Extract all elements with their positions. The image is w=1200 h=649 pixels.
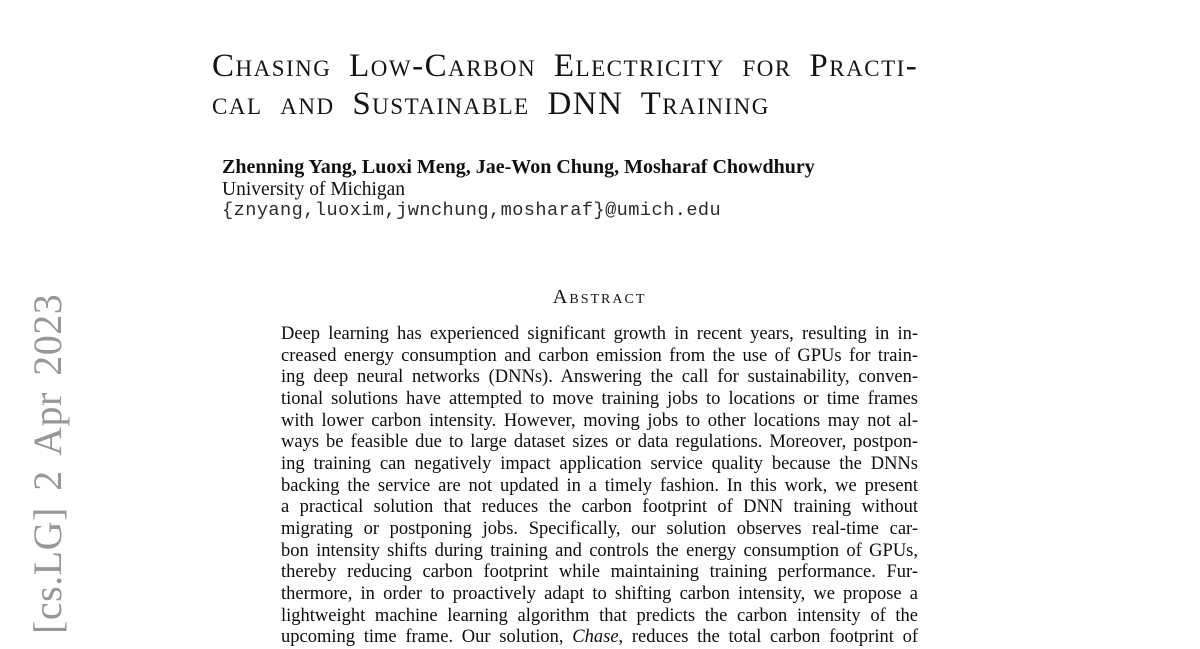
abstract-last-line-before: upcoming time frame. Our solution,: [281, 627, 573, 648]
arxiv-category-date-stamp: [cs.LG] 2 Apr 2023: [25, 293, 70, 634]
author-names: Zhenning Yang, Luoxi Meng, Jae-Won Chung, Mosharaf Chowdhury: [222, 156, 815, 178]
abstract-line: creased energy consumption and carbon emission from the use of GPUs for train-: [281, 345, 918, 366]
abstract-line: ing deep neural networks (DNNs). Answering the call for sustainability, conven-: [281, 367, 918, 388]
abstract-line: ing training can negatively impact application service quality because the DNNs: [281, 453, 918, 474]
author-emails: {znyang,luoxim,jwnchung,mosharaf}@umich.edu: [222, 200, 722, 221]
paper-title-line-1: Chasing Low-Carbon Electricity for Practi-: [212, 48, 919, 84]
abstract-line: lightweight machine learning algorithm that predicts the carbon intensity of the: [281, 605, 918, 626]
abstract-line: Deep learning has experienced significant growth in recent years, resulting in in-: [281, 324, 918, 344]
paper-title: [212, 47, 1032, 123]
abstract-line-last: [281, 627, 918, 649]
abstract-last-line-after: , reduces the total carbon footprint of: [618, 627, 918, 648]
paper-title-line-2: cal and Sustainable DNN Training: [212, 86, 770, 122]
abstract-line: backing the service are not updated in a timely fashion. In this work, we present: [281, 475, 918, 496]
abstract-line: a practical solution that reduces the carbon footprint of DNN training without: [281, 497, 918, 518]
abstract-line: thermore, in order to proactively adapt to shifting carbon intensity, we propose a: [281, 583, 918, 604]
abstract-line: with lower carbon intensity. However, moving jobs to other locations may not al-: [281, 410, 918, 431]
abstract-line: thereby reducing carbon footprint while maintaining training performance. Fur-: [281, 562, 918, 583]
abstract-line: tional solutions have attempted to move training jobs to locations or time frames: [281, 388, 918, 409]
abstract-line: migrating or postponing jobs. Specifically, our solution observes real-time car-: [281, 518, 918, 539]
author-block: [222, 157, 815, 222]
system-name-chase: Chase: [572, 627, 619, 648]
abstract-line: bon intensity shifts during training and controls the energy consumption of GPUs,: [281, 540, 918, 561]
abstract-body: [281, 324, 918, 649]
abstract-heading: Abstract: [552, 286, 647, 308]
author-affiliation: University of Michigan: [222, 178, 406, 200]
abstract-line: ways be feasible due to large dataset sizes or data regulations. Moreover, postpon-: [281, 432, 918, 453]
